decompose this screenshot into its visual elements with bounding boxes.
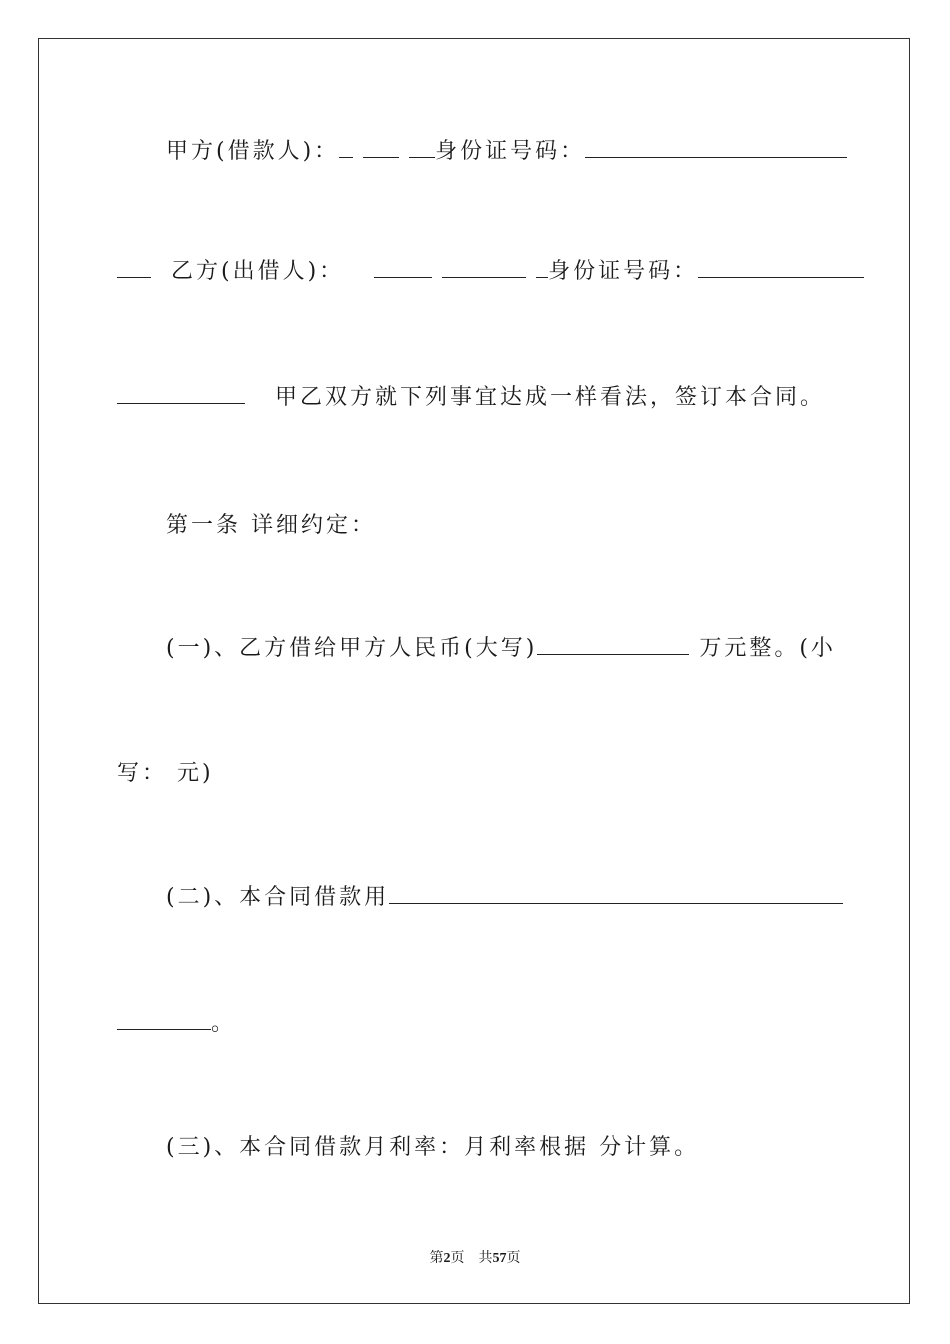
id-number-label: 身份证号码：	[548, 259, 699, 284]
footer-mid: 页 共	[450, 1250, 493, 1266]
footer-page-number: 2	[443, 1251, 451, 1266]
page-footer	[0, 1247, 950, 1267]
footer-suffix: 页	[506, 1250, 521, 1266]
blank	[374, 259, 432, 278]
party-a-id-blank-cont	[117, 259, 151, 278]
page-border	[38, 38, 910, 1304]
party-a-id-blank	[585, 139, 847, 158]
clause-one-suffix: 万元整。(小	[689, 636, 836, 661]
clause-one-text: (一)、乙方借给甲方人民币(大写)	[166, 636, 538, 661]
blank	[442, 259, 526, 278]
agreement-line	[117, 384, 825, 412]
clause-two-line	[166, 884, 843, 912]
clause-three-line: (三)、本合同借款月利率：月利率根据 分计算。	[166, 1135, 700, 1160]
party-a-line	[166, 138, 847, 166]
party-b-id-blank	[698, 259, 864, 278]
party-b-label: 乙方(出借人)：	[171, 259, 345, 284]
party-b-id-blank-cont	[117, 385, 245, 404]
footer-total-pages: 57	[492, 1251, 507, 1266]
period-mark: 。	[211, 1011, 237, 1036]
blank	[363, 139, 399, 158]
clause-one-line	[166, 635, 836, 663]
clause-two-text: (二)、本合同借款用	[166, 885, 390, 910]
amount-uppercase-blank	[537, 636, 689, 655]
id-number-label: 身份证号码：	[435, 139, 586, 164]
loan-purpose-blank	[389, 885, 843, 904]
clause-one-cont: 写： 元)	[117, 761, 214, 786]
blank	[339, 139, 353, 158]
article-one-heading: 第一条 详细约定：	[166, 513, 376, 538]
loan-purpose-blank-cont	[117, 1011, 211, 1030]
party-b-name-blank	[536, 259, 548, 278]
party-a-name-blank	[409, 139, 435, 158]
party-a-label: 甲方(借款人)：	[166, 139, 340, 164]
clause-two-cont	[117, 1010, 236, 1038]
party-b-line	[117, 258, 864, 286]
footer-prefix: 第	[429, 1250, 444, 1266]
agreement-text: 甲乙双方就下列事宜达成一样看法，签订本合同。	[274, 385, 825, 410]
